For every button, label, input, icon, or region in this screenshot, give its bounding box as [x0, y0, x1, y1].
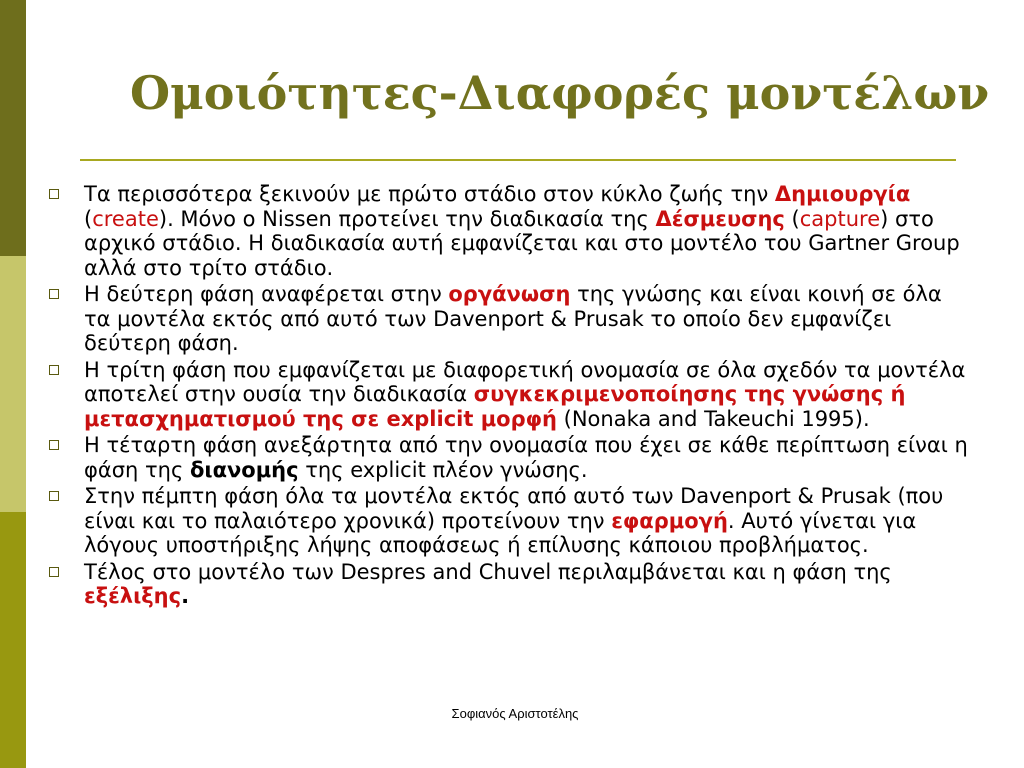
bullet-list [48, 182, 972, 611]
side-bar-segment-medium [0, 512, 26, 768]
bullet-highlight: εφαρμογή [611, 508, 728, 533]
bullet-highlight: διανομής [189, 457, 299, 482]
hollow-square-icon [49, 289, 59, 299]
hollow-square-icon [49, 491, 59, 501]
bullet-item [48, 358, 972, 432]
bullet-item [48, 484, 972, 558]
bullet-text: Η δεύτερη φάση αναφέρεται στην [84, 282, 449, 306]
bullet-text: Η τρίτη φάση που εμφανίζεται με διαφορετική ονομασία σε όλα σχεδόν τα μοντέλα αποτελεί στην ουσία την διαδικασία [84, 357, 966, 406]
title-divider [80, 159, 956, 161]
bullet-highlight: capture [799, 206, 881, 231]
bullet-highlight: Δέσμευσης [655, 206, 785, 231]
bullet-text: ( [84, 206, 93, 231]
side-bar-segment-light [0, 256, 26, 512]
bullet-text: Τα περισσότερα ξεκινούν με πρώτο στάδιο στον κύκλο ζωής την [84, 182, 775, 206]
slide-title: Ομοιότητες-Διαφορές μοντέλων [130, 66, 990, 120]
bullet-item [48, 433, 972, 482]
bullet-text: (Nonaka and Takeuchi 1995). [556, 406, 870, 431]
hollow-square-icon [49, 189, 59, 199]
side-decoration-bar [0, 0, 26, 768]
bullet-item [48, 282, 972, 356]
bullet-highlight: create [92, 206, 159, 231]
hollow-square-icon [49, 567, 59, 577]
bullet-text: Στην πέμπτη φάση όλα τα μοντέλα εκτός από αυτό των Davenport & Prusak (που είναι και το παλαιότερο χρονικά) προτείνουν την [84, 484, 944, 533]
bullet-text: της γνώσης και είναι κοινή σε όλα τα μοντέλα εκτός από αυτό των Davenport & Prusak το οποίο δεν εμφανίζει δεύτερη φάση. [84, 282, 942, 355]
bullet-text: . Αυτό γίνεται για λόγους υποστήριξης λήψης αποφάσεως ή επίλυσης κάποιου προβλήματος. [84, 508, 917, 557]
bullet-text: ) στο αρχικό στάδιο. Η διαδικασία αυτή εμφανίζεται και στο μοντέλο του Gartner Group αλλά στο τρίτο στάδιο. [84, 206, 960, 280]
bullet-highlight: συγκεκριμενοποίησης της γνώσης ή μετασχηματισμού της σε explicit μορφή [84, 382, 906, 431]
hollow-square-icon [49, 440, 59, 450]
hollow-square-icon [49, 365, 59, 375]
bullet-text: ). Μόνο ο Nissen προτείνει την διαδικασία της [158, 206, 656, 231]
bullet-text: Η τέταρτη φάση ανεξάρτητα από την ονομασία που έχει σε κάθε περίπτωση είναι η φάση της [84, 433, 968, 482]
bullet-highlight: . [181, 584, 190, 608]
bullet-text: ( [784, 206, 800, 231]
side-bar-segment-dark [0, 0, 26, 256]
slide-footer: Σοφιανός Αριστοτέλης [451, 706, 579, 721]
bullet-item [48, 560, 972, 609]
bullet-text: της explicit πλέον γνώσης. [298, 457, 588, 482]
bullet-highlight: εξέλιξης [84, 584, 182, 608]
bullet-highlight: Δημιουργία [774, 182, 911, 206]
bullet-text: Τέλος στο μοντέλο των Despres and Chuvel περιλαμβάνεται και η φάση της [84, 559, 892, 584]
bullet-item [48, 182, 972, 280]
bullet-highlight: οργάνωση [448, 282, 571, 306]
